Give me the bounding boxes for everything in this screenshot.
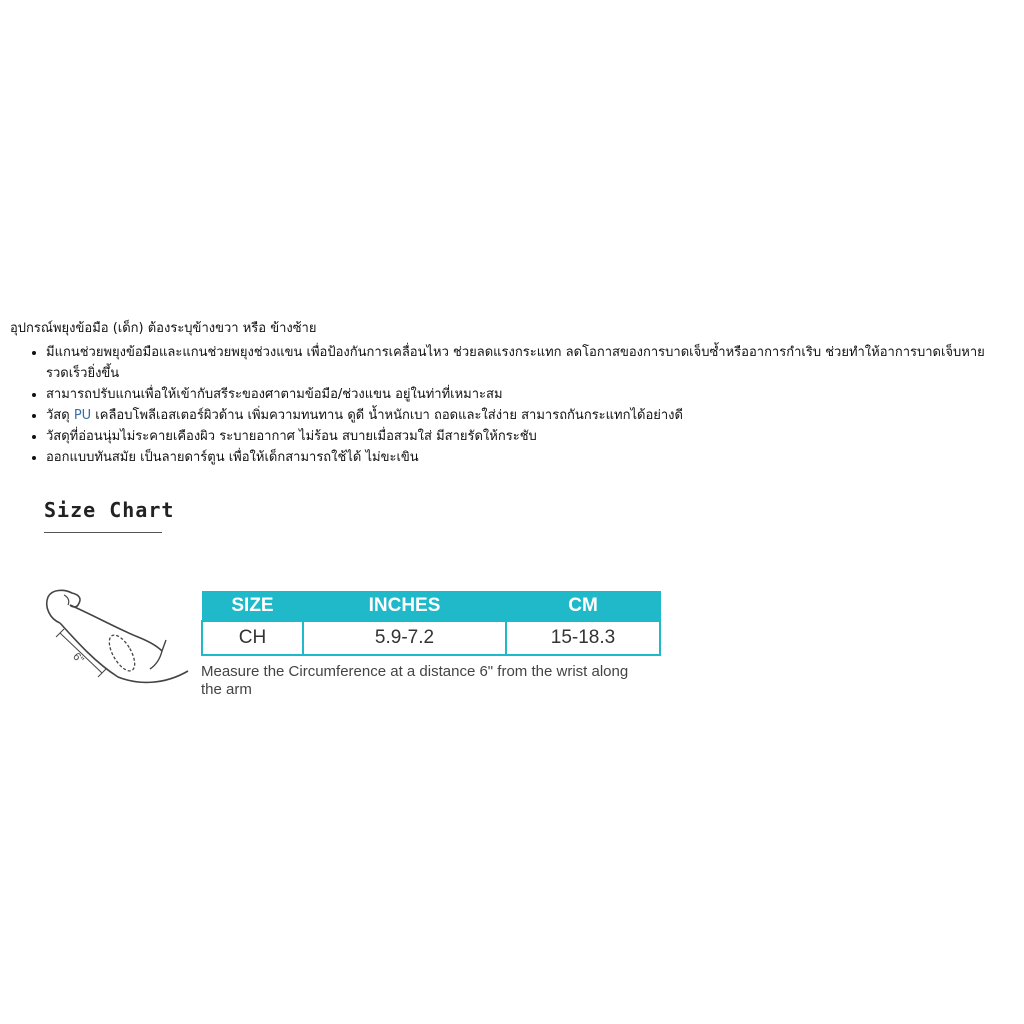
size-table (201, 591, 661, 656)
size-cell: CH (202, 621, 303, 655)
size-chart-title: Size Chart (44, 498, 175, 522)
table-row (202, 621, 660, 655)
inches-cell: 5.9-7.2 (303, 621, 506, 655)
feature-text: เคลือบโพลีเอสเตอร์ผิวด้าน เพิ่มความทนทาน ดูดี น้ำหนักเบา ถอดและใส่ง่าย สามารถกันกระแทกได้อย่างดี (91, 408, 683, 423)
measure-ring (104, 631, 140, 675)
column-header-cm: CM (506, 592, 660, 622)
feature-list (10, 342, 1016, 468)
column-header-inches: INCHES (303, 592, 506, 622)
arm-measurement-diagram (38, 585, 198, 705)
feature-item: • วัสดุที่อ่อนนุ่มไม่ระคายเคืองผิว ระบายอากาศ ไม่ร้อน สบายเมื่อสวมใส่ มีสายรัดให้กระชับ (46, 426, 1016, 447)
material-highlight: PU (73, 408, 92, 423)
feature-item: • มีแกนช่วยพยุงข้อมือและแกนช่วยพยุงช่วงแขน เพื่อป้องกันการเคลื่อนไหว ช่วยลดแรงกระแทก ลดโอกาสของการบาดเจ็บซ้ำหรืออาการกำเริบ ช่วยทำให้อาการบาดเจ็บหายรวดเร็วยิ่งขึ้น (46, 342, 1016, 384)
title-underline (44, 532, 162, 533)
measurement-note: Measure the Circumference at a distance 6" from the wrist along the arm (201, 663, 629, 698)
feature-item: • ออกแบบทันสมัย เป็นลายดาร์ตูน เพื่อให้เด็กสามารถใช้ได้ ไม่ขะเขิน (46, 447, 1016, 468)
table-header-row (202, 592, 660, 622)
description-heading: อุปกรณ์พยุงข้อมือ (เด็ก) ต้องระบุข้างขวา หรือ ข้างซ้าย (10, 321, 317, 336)
feature-item: • สามารถปรับแกนเพื่อให้เข้ากับสรีระของศาตามข้อมือ/ช่วงแขน อยู่ในท่าที่เหมาะสม (46, 384, 1016, 405)
upper-arm-edge (150, 651, 162, 669)
feature-text: วัสดุ (46, 408, 74, 423)
cm-cell: 15-18.3 (506, 621, 660, 655)
product-description (10, 318, 1016, 468)
distance-label: 6" (70, 650, 86, 667)
upper-arm-top (162, 640, 166, 651)
feature-item (46, 405, 1016, 426)
column-header-size: SIZE (202, 592, 303, 622)
finger-line (64, 595, 69, 605)
forearm-upper-edge (70, 605, 162, 651)
